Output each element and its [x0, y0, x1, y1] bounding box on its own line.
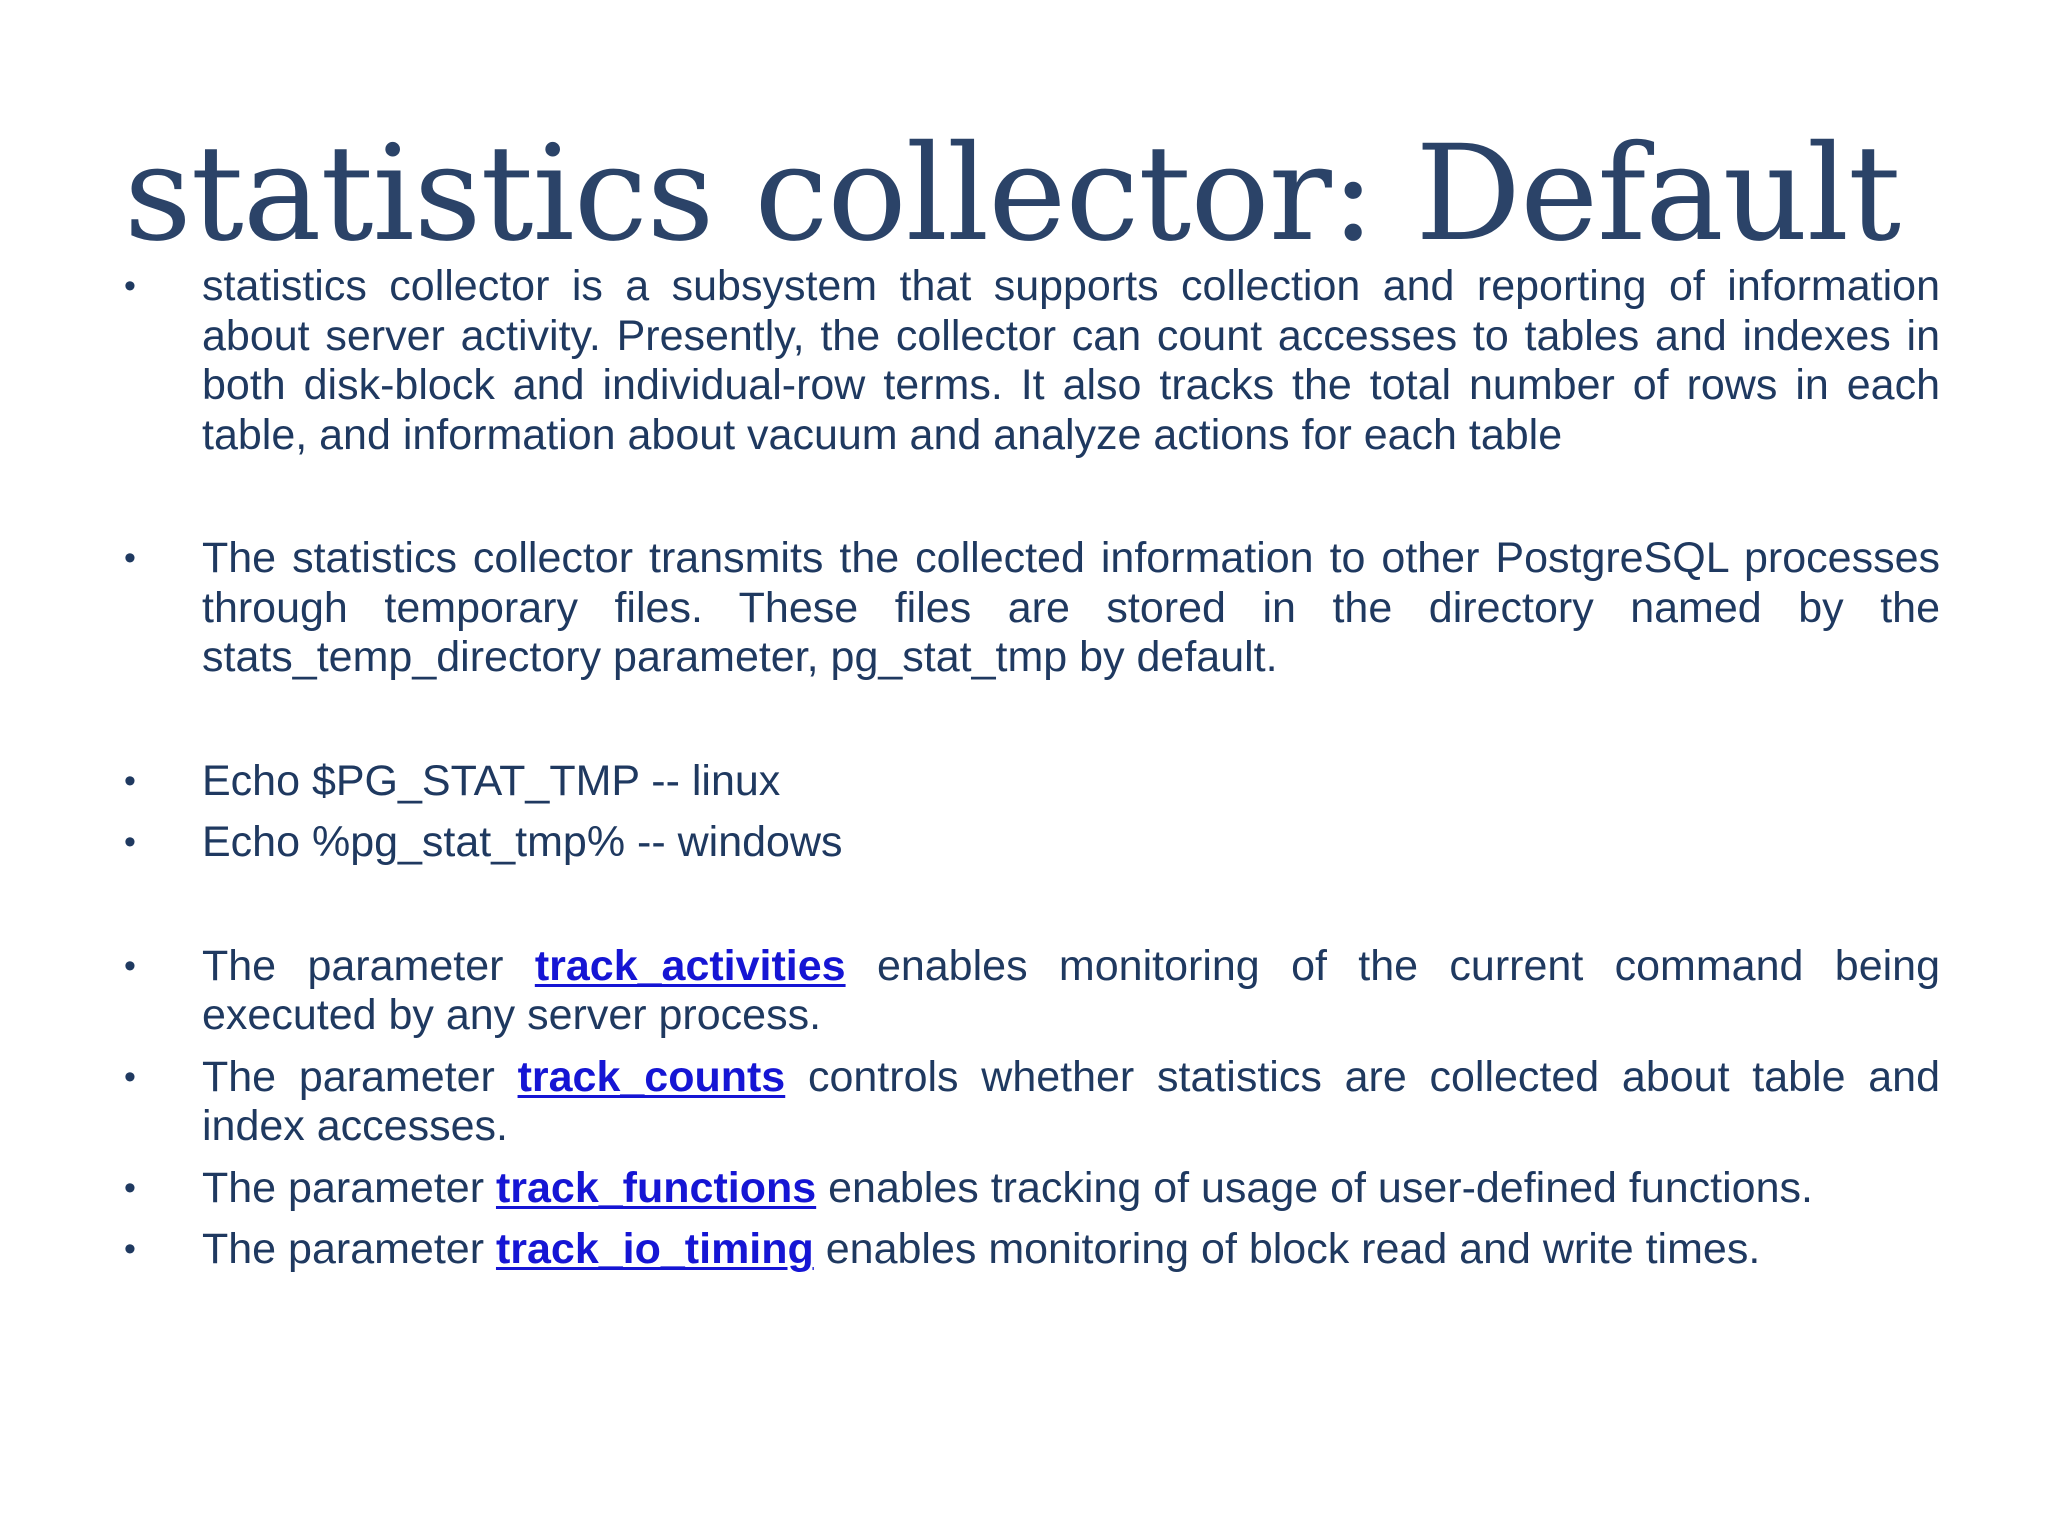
- slide-title: statistics collector: Default: [124, 117, 1901, 271]
- bullet-icon: •: [124, 761, 136, 800]
- bullet-item-track-activities: [124, 942, 1940, 1041]
- bullet-icon: •: [124, 539, 136, 577]
- bullet-text-prefix: The parameter: [202, 941, 535, 990]
- bullet-list: [124, 262, 1940, 1275]
- track-io-timing-link[interactable]: track_io_timing: [495, 1225, 814, 1273]
- bullet-item-track-functions: [124, 1164, 1940, 1214]
- bullet-icon: •: [124, 946, 136, 985]
- bullet-icon: •: [124, 823, 136, 861]
- bullet-item-track-io-timing: [124, 1225, 1940, 1275]
- bullet-text: Echo $PG_STAT_TMP -- linux: [202, 756, 781, 805]
- bullet-text-suffix: controls whether statistics are collected about table and index accesses.: [202, 1052, 1941, 1150]
- track-counts-link[interactable]: track_counts: [517, 1052, 786, 1101]
- bullet-text: statistics collector is a subsystem that supports collection and reporting of information about server activity. Presently, the collector can count accesses to tables and indexes in both disk-block and individual-row terms. It also tracks the total number of rows in each table, and information about vacuum and analyze actions for each table: [202, 262, 1940, 459]
- track-activities-link[interactable]: track_activities: [534, 941, 846, 990]
- bullet-item-echo-windows: [124, 818, 1940, 868]
- bullet-text-prefix: The parameter: [202, 1052, 518, 1101]
- bullet-text-prefix: The parameter: [202, 1163, 496, 1212]
- bullet-item-echo-linux: [124, 757, 1940, 807]
- bullet-icon: •: [124, 1230, 136, 1268]
- bullet-item-track-counts: [124, 1053, 1940, 1152]
- bullet-item-statistics-collector: [124, 262, 1940, 460]
- bullet-icon: •: [124, 1168, 136, 1207]
- bullet-icon: •: [124, 267, 136, 305]
- track-functions-link[interactable]: track_functions: [495, 1163, 817, 1212]
- bullet-text: Echo %pg_stat_tmp% -- windows: [202, 818, 843, 866]
- bullet-text-prefix: The parameter: [202, 1225, 496, 1273]
- bullet-icon: •: [124, 1057, 136, 1096]
- bullet-text-suffix: enables tracking of usage of user-defined functions.: [816, 1163, 1813, 1212]
- bullet-text: The statistics collector transmits the collected information to other PostgreSQL processes through temporary files. These files are stored in the directory named by the stats_temp_directory parameter, pg_stat_tmp by default.: [202, 534, 1940, 681]
- bullet-text-suffix: enables monitoring of block read and write times.: [813, 1225, 1761, 1273]
- bullet-item-temp-files: [124, 534, 1940, 683]
- bullet-text-suffix: enables monitoring of the current command being executed by any server process.: [202, 941, 1940, 1039]
